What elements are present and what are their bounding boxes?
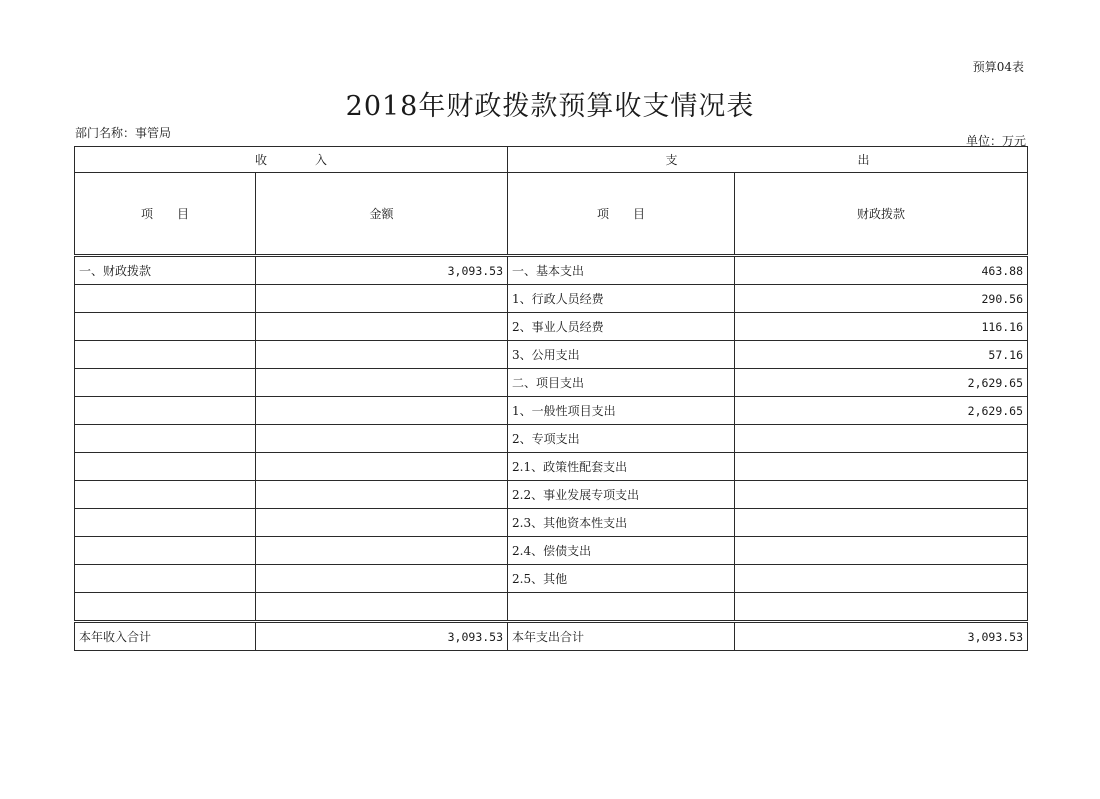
table-row xyxy=(75,341,1028,369)
expense-amount-column-header: 财政拨款 xyxy=(735,173,1028,256)
table-row xyxy=(75,369,1028,397)
table-column-header-row xyxy=(75,173,1028,256)
income-item-cell xyxy=(75,453,256,481)
expense-item-cell xyxy=(508,593,735,622)
budget-table xyxy=(74,146,1028,651)
income-amount-cell xyxy=(256,537,508,565)
income-item-cell xyxy=(75,313,256,341)
expense-item-cell: 2、专项支出 xyxy=(508,425,735,453)
expense-item-cell: 2.4、偿债支出 xyxy=(508,537,735,565)
expense-item-cell: 2.1、政策性配套支出 xyxy=(508,453,735,481)
income-total-amount: 3,093.53 xyxy=(256,622,508,651)
expense-amount-cell xyxy=(735,453,1028,481)
income-item-cell xyxy=(75,481,256,509)
table-row xyxy=(75,593,1028,622)
income-item-cell xyxy=(75,565,256,593)
expense-amount-cell xyxy=(735,425,1028,453)
table-row xyxy=(75,509,1028,537)
income-amount-cell xyxy=(256,565,508,593)
table-row xyxy=(75,397,1028,425)
table-group-header-row xyxy=(75,147,1028,173)
expense-item-cell: 1、一般性项目支出 xyxy=(508,397,735,425)
income-item-cell xyxy=(75,369,256,397)
expense-amount-cell xyxy=(735,509,1028,537)
income-item-cell xyxy=(75,285,256,313)
income-item-column-header: 项 目 xyxy=(75,173,256,256)
expense-amount-cell xyxy=(735,565,1028,593)
expense-amount-cell xyxy=(735,481,1028,509)
page-title: 2018年财政拨款预算收支情况表 xyxy=(345,91,755,122)
expense-item-cell: 二、项目支出 xyxy=(508,369,735,397)
table-row xyxy=(75,453,1028,481)
income-amount-cell xyxy=(256,509,508,537)
income-amount-cell xyxy=(256,341,508,369)
income-amount-cell xyxy=(256,285,508,313)
form-number: 预算04表 xyxy=(972,60,1024,74)
expense-total-label: 本年支出合计 xyxy=(508,622,735,651)
unit-label: 单位：万元 xyxy=(965,134,1026,148)
income-amount-cell xyxy=(256,453,508,481)
income-amount-cell xyxy=(256,593,508,622)
income-amount-cell xyxy=(256,397,508,425)
table-row xyxy=(75,313,1028,341)
expense-amount-cell: 290.56 xyxy=(735,285,1028,313)
table-row xyxy=(75,565,1028,593)
total-row xyxy=(75,622,1028,651)
expense-item-cell: 一、基本支出 xyxy=(508,256,735,285)
income-amount-cell xyxy=(256,369,508,397)
expense-item-cell: 2.3、其他资本性支出 xyxy=(508,509,735,537)
income-item-cell xyxy=(75,593,256,622)
income-item-cell xyxy=(75,537,256,565)
income-item-cell xyxy=(75,425,256,453)
expense-item-cell: 3、公用支出 xyxy=(508,341,735,369)
income-total-label: 本年收入合计 xyxy=(75,622,256,651)
table-row xyxy=(75,537,1028,565)
expense-amount-cell: 2,629.65 xyxy=(735,369,1028,397)
income-item-cell xyxy=(75,341,256,369)
income-amount-cell xyxy=(256,313,508,341)
department-label: 部门名称：事管局 xyxy=(75,126,172,140)
expense-item-cell: 1、行政人员经费 xyxy=(508,285,735,313)
expense-amount-cell: 2,629.65 xyxy=(735,397,1028,425)
expense-item-cell: 2.2、事业发展专项支出 xyxy=(508,481,735,509)
income-header: 收 入 xyxy=(75,147,508,173)
expense-item-column-header: 项 目 xyxy=(508,173,735,256)
expense-amount-cell: 57.16 xyxy=(735,341,1028,369)
table-row xyxy=(75,481,1028,509)
expense-header: 支 出 xyxy=(508,147,1028,173)
income-amount-cell xyxy=(256,425,508,453)
table-row xyxy=(75,256,1028,285)
income-item-cell xyxy=(75,397,256,425)
expense-amount-cell: 116.16 xyxy=(735,313,1028,341)
income-item-cell xyxy=(75,509,256,537)
income-item-cell: 一、财政拨款 xyxy=(75,256,256,285)
income-amount-cell: 3,093.53 xyxy=(256,256,508,285)
expense-amount-cell xyxy=(735,593,1028,622)
income-amount-cell xyxy=(256,481,508,509)
expense-amount-cell: 463.88 xyxy=(735,256,1028,285)
table-row xyxy=(75,425,1028,453)
income-amount-column-header: 金额 xyxy=(256,173,508,256)
expense-amount-cell xyxy=(735,537,1028,565)
expense-item-cell: 2.5、其他 xyxy=(508,565,735,593)
expense-item-cell: 2、事业人员经费 xyxy=(508,313,735,341)
table-row xyxy=(75,285,1028,313)
expense-total-amount: 3,093.53 xyxy=(735,622,1028,651)
